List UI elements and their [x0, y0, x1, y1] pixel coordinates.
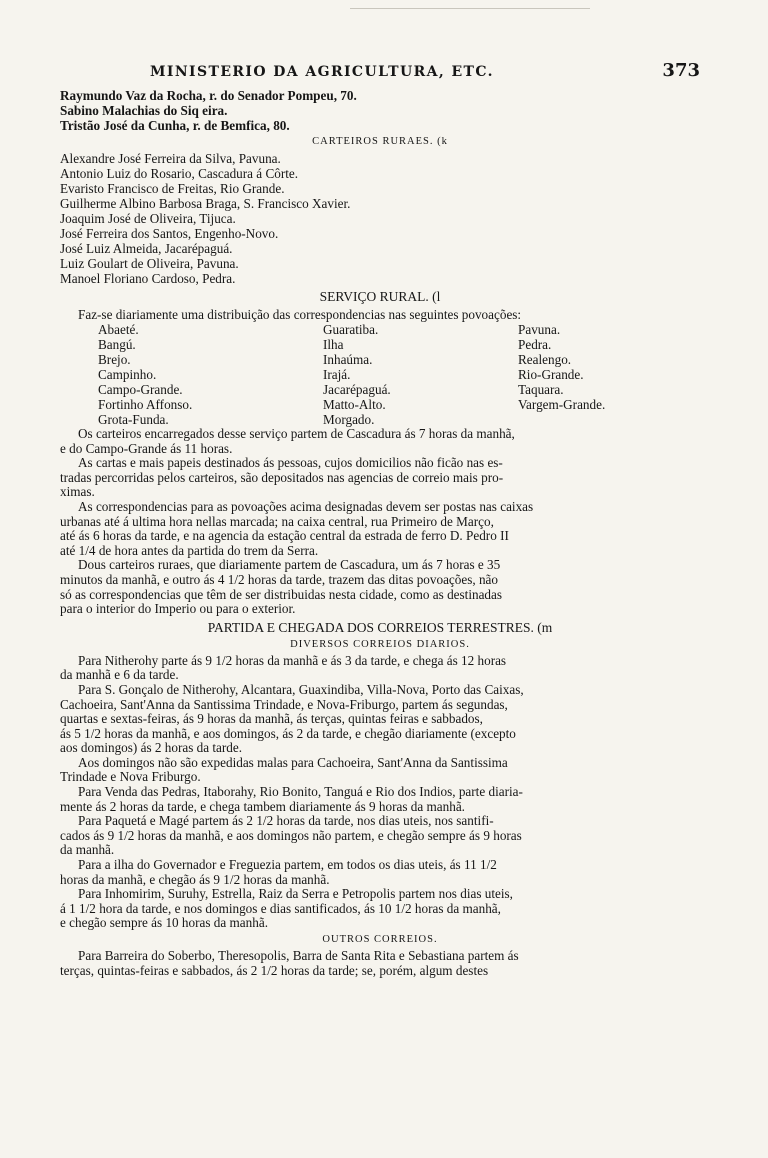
- text-line: até ás 6 horas da tarde, e na agencia da estação central da estrada de ferro D. Pedro II: [60, 528, 509, 544]
- text-line: Para Inhomirim, Suruhy, Estrella, Raiz da Serra e Petropolis partem nos dias uteis,: [78, 886, 513, 902]
- text-line: Aos domingos não são expedidas malas para Cachoeira, Sant'Anna da Santissima: [78, 754, 508, 770]
- servico-heading: SERVIÇO RURAL. (l: [319, 289, 441, 304]
- top-lines: [60, 88, 700, 133]
- table-cell: Irajá.: [323, 367, 351, 382]
- text-line: á 1 1/2 hora da tarde, e nos domingos e dias santificados, ás 10 1/2 horas da manhã,: [60, 900, 501, 916]
- text-line: terças, quintas-feiras e sabbados, ás 2 1/2 horas da tarde; se, porém, algum destes: [60, 962, 489, 978]
- text-line: aos domingos) ás 2 horas da tarde.: [60, 740, 243, 756]
- list-item: Raymundo Vaz da Rocha, r. do Senador Pompeu, 70.: [60, 88, 357, 103]
- text-line: Para Nitherohy parte ás 9 1/2 horas da manhã e ás 3 da tarde, e chega ás 12 horas: [78, 652, 507, 668]
- text-line: até 1/4 de hora antes da partida do trem da Serra.: [60, 542, 319, 558]
- text-line: Dous carteiros ruraes, que diariamente partem de Cascadura, um ás 7 horas e 35: [78, 557, 501, 573]
- text-line: quartas e sextas-feiras, ás 9 horas da manhã, ás terças, quintas feiras e sabbados,: [60, 711, 483, 727]
- text-line: Para Barreira do Soberbo, Theresopolis, Barra de Santa Rita e Sebastiana partem ás: [78, 948, 519, 963]
- text-line: As cartas e mais papeis destinados ás pessoas, cujos domicilios não ficão nas es-: [78, 455, 503, 471]
- table-cell: Ilha: [323, 337, 344, 352]
- paragraph: [60, 654, 700, 683]
- text-line: cados ás 9 1/2 horas da manhã, e aos domingos não partem, e chegão sempre ás 9 horas: [60, 827, 522, 843]
- diversos-heading: DIVERSOS CORREIOS DIARIOS.: [290, 638, 470, 650]
- table-cell: Pavuna.: [518, 322, 561, 337]
- text-line: As correspondencias para as povoações acima designadas devem ser postas nas caixas: [78, 498, 534, 514]
- list-item: Antonio Luiz do Rosario, Cascadura á Côrte.: [60, 166, 299, 181]
- text-line: Para Venda das Pedras, Itaborahy, Rio Bonito, Tanguá e Rio dos Indios, parte diaria-: [78, 784, 523, 800]
- list-item: Tristão José da Cunha, r. de Bemfica, 80.: [60, 118, 290, 133]
- table-cell: Jacarépaguá.: [323, 382, 391, 397]
- paragraph: [60, 456, 700, 500]
- table-cell: Fortinho Affonso.: [98, 397, 193, 412]
- text-line: e chegão sempre ás 10 horas da manhã.: [60, 915, 268, 931]
- partida-heading: PARTIDA E CHEGADA DOS CORREIOS TERRESTRES. (m: [207, 619, 553, 635]
- table-cell: Campo-Grande.: [98, 382, 183, 397]
- table-cell: Bangú.: [98, 337, 136, 352]
- list-item: Manoel Floriano Cardoso, Pedra.: [60, 271, 236, 286]
- table-cell: Rio-Grande.: [518, 367, 584, 382]
- paragraph: [60, 814, 700, 858]
- table-cell: [518, 412, 708, 427]
- table-cell: Morgado.: [323, 412, 375, 427]
- povoacoes-table: [98, 322, 700, 427]
- table-cell: Grota-Funda.: [98, 412, 169, 427]
- paragraph: [60, 949, 700, 978]
- text-line: Para a ilha do Governador e Freguezia partem, em todos os dias uteis, ás 11 1/2: [78, 857, 497, 873]
- paragraph: [60, 558, 700, 616]
- table-cell: Pedra.: [518, 337, 552, 352]
- text-line: Cachoeira, Sant'Anna da Santissima Trindade, e Nova-Friburgo, partem ás segundas,: [60, 696, 508, 712]
- text-line: só as correspondencias que têm de ser distribuidas nesta cidade, como as destinadas: [60, 586, 503, 602]
- text-line: da manhã.: [60, 842, 115, 858]
- text-line: e do Campo-Grande ás 11 horas.: [60, 440, 233, 456]
- list-item: Sabino Malachias do Siq eira.: [60, 103, 228, 118]
- text-line: para o interior do Imperio ou para o exterior.: [60, 601, 296, 617]
- servico-paragraphs: [60, 427, 700, 617]
- carteiros-heading: CARTEIROS RURAES. (k: [312, 136, 448, 147]
- paragraph: [60, 887, 700, 931]
- paragraph: [60, 427, 700, 456]
- outros-heading: OUTROS CORREIOS.: [322, 934, 438, 945]
- table-cell: Campinho.: [98, 367, 157, 382]
- text-line: ás 5 1/2 horas da manhã, e aos domingos, ás 2 da tarde, e chegão diariamente (excepto: [60, 725, 516, 741]
- paragraph: [60, 500, 700, 558]
- paragraph: [60, 756, 700, 785]
- list-item: Joaquim José de Oliveira, Tijuca.: [60, 211, 236, 226]
- list-item: Evaristo Francisco de Freitas, Rio Grande.: [60, 181, 285, 196]
- text-line: Os carteiros encarregados desse serviço partem de Cascadura ás 7 horas da manhã,: [78, 426, 515, 441]
- table-cell: Matto-Alto.: [323, 397, 386, 412]
- list-item: José Luiz Almeida, Jacarépaguá.: [60, 241, 233, 256]
- text-line: Para S. Gonçalo de Nitherohy, Alcantara, Guaxindiba, Villa-Nova, Porto das Caixas,: [78, 681, 524, 697]
- text-line: tradas percorridas pelos carteiros, são depositados nas agencias de correio mais pro-: [60, 469, 504, 485]
- text-line: minutos da manhã, e outro ás 4 1/2 horas da tarde, trazem das ditas povoações, não: [60, 571, 498, 587]
- list-item: Alexandre José Ferreira da Silva, Pavuna.: [60, 151, 281, 166]
- paragraph: [60, 683, 700, 756]
- table-cell: Abaeté.: [98, 322, 139, 337]
- text-line: Trindade e Nova Friburgo.: [60, 769, 201, 785]
- table-cell: Realengo.: [518, 352, 572, 367]
- table-cell: Taquara.: [518, 382, 564, 397]
- table-cell: Brejo.: [98, 352, 131, 367]
- text-line: da manhã e 6 da tarde.: [60, 667, 179, 683]
- paragraph: [60, 858, 700, 887]
- text-line: horas da manhã, e chegão ás 9 1/2 horas da manhã.: [60, 871, 330, 887]
- table-cell: Inhaúma.: [323, 352, 373, 367]
- page-number: 373: [662, 60, 700, 81]
- list-item: Guilherme Albino Barbosa Braga, S. Francisco Xavier.: [60, 196, 351, 211]
- table-cell: Vargem-Grande.: [518, 397, 606, 412]
- page: [60, 60, 700, 978]
- carteiros-list: [60, 151, 700, 286]
- list-item: José Ferreira dos Santos, Engenho-Novo.: [60, 226, 279, 241]
- paragraph: [60, 785, 700, 814]
- running-title: MINISTERIO DA AGRICULTURA, ETC.: [150, 64, 494, 80]
- diversos-paragraphs: [60, 654, 700, 931]
- text-line: mente ás 2 horas da tarde, e chega tambem diariamente ás 9 horas da manhã.: [60, 798, 465, 814]
- text-line: urbanas até á ultima hora nellas marcada; na caixa central, rua Primeiro de Março,: [60, 513, 494, 529]
- text-line: ximas.: [60, 484, 95, 500]
- table-cell: Guaratiba.: [323, 322, 379, 337]
- servico-intro: Faz-se diariamente uma distribuição das correspondencias nas seguintes povoações:: [78, 307, 522, 322]
- top-rule: [350, 8, 590, 9]
- outros-paragraphs: [60, 949, 700, 978]
- text-line: Para Paquetá e Magé partem ás 2 1/2 horas da tarde, nos dias uteis, nos santifi-: [78, 813, 494, 829]
- page-header: [60, 60, 700, 88]
- list-item: Luiz Goulart de Oliveira, Pavuna.: [60, 256, 239, 271]
